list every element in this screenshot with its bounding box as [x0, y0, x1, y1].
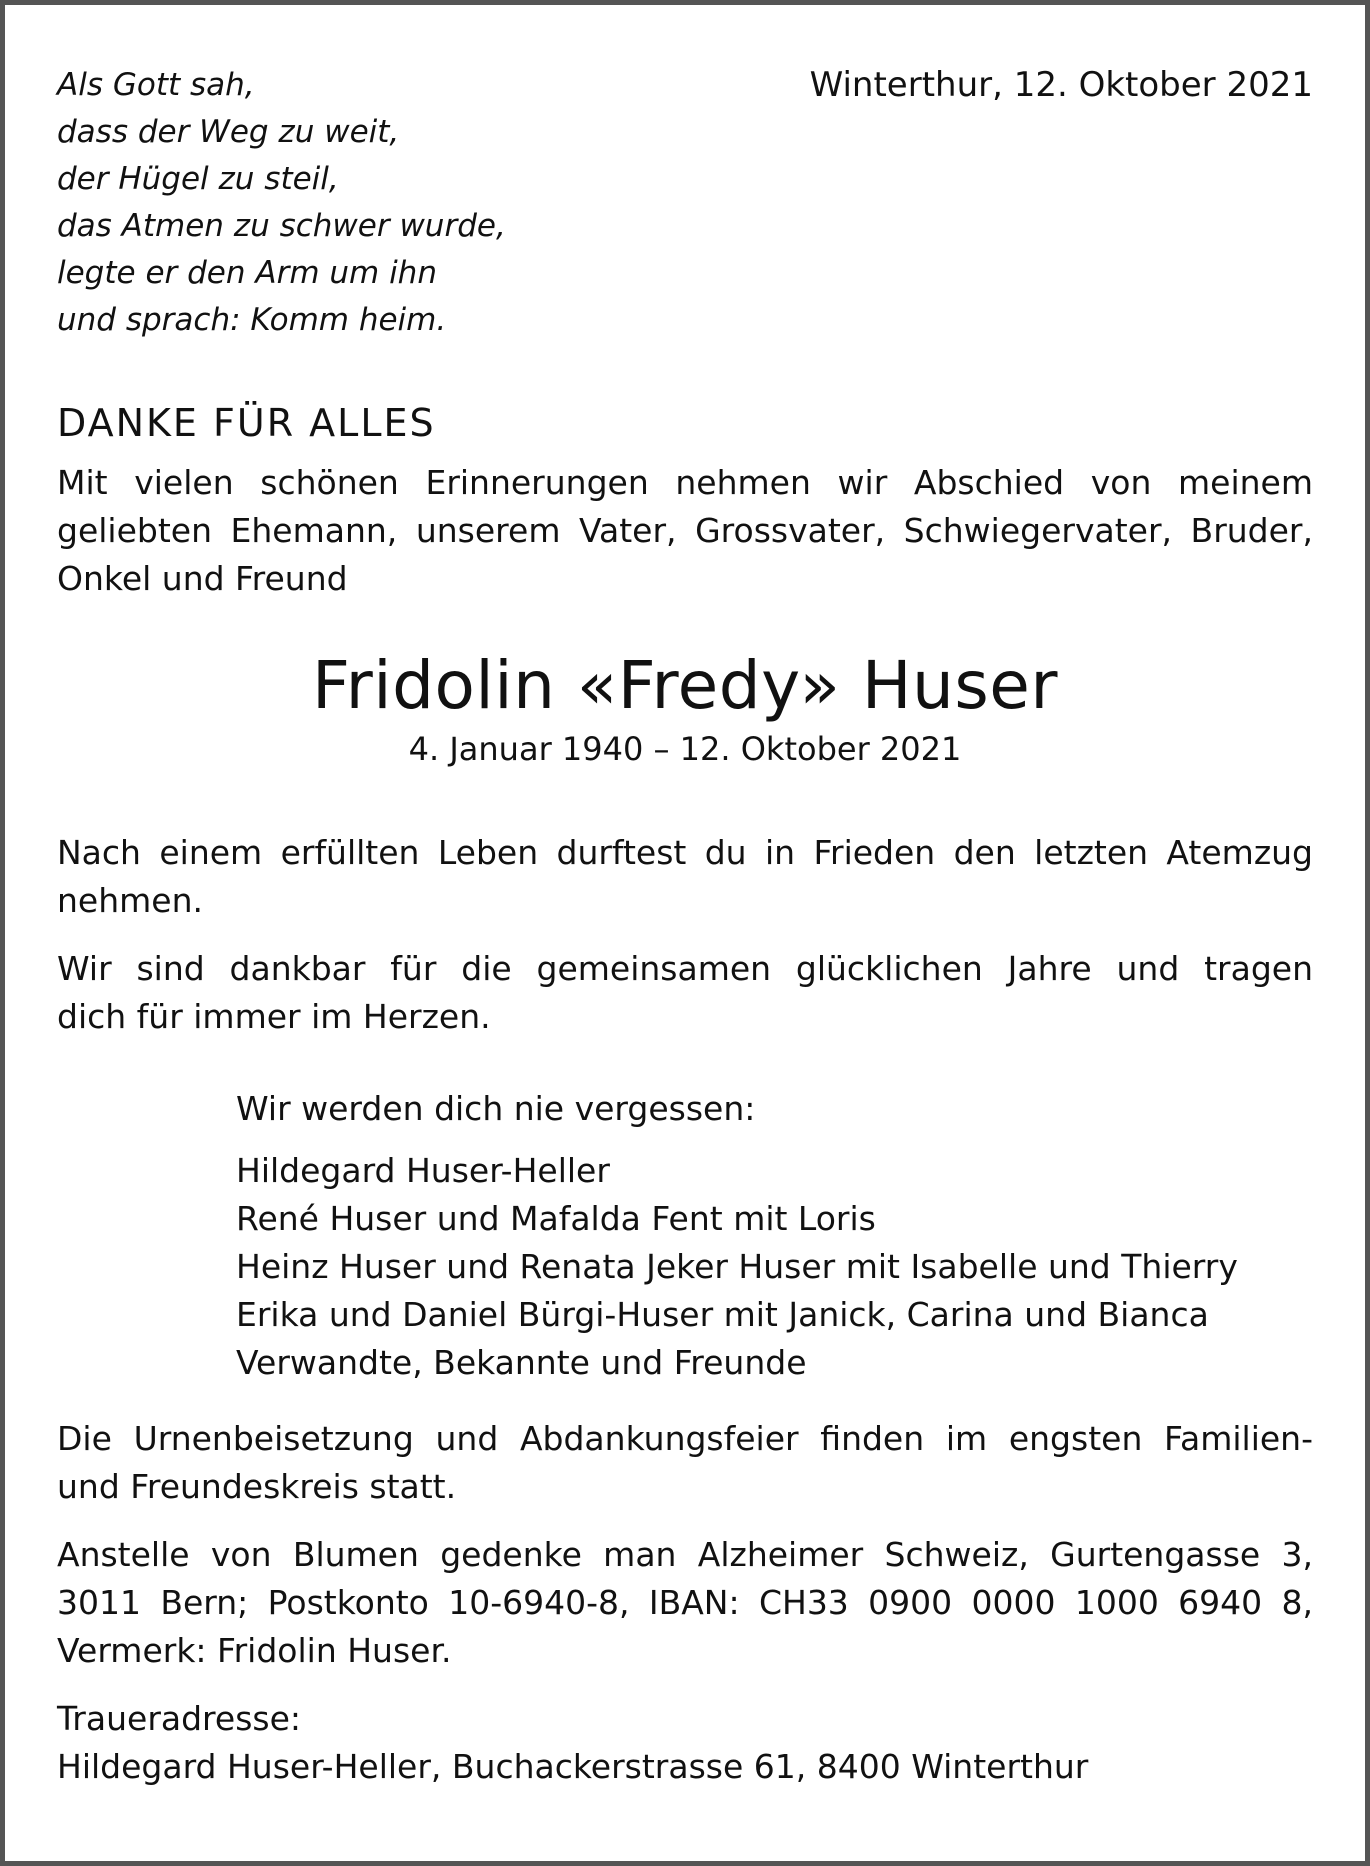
address-block	[57, 1695, 1313, 1791]
intro-paragraph	[57, 459, 1313, 603]
verse-line: dass der Weg zu weit,	[57, 114, 400, 150]
paragraph-line: Vermerk: Fridolin Huser.	[57, 1631, 452, 1670]
family-member: Hildegard Huser-Heller	[236, 1151, 610, 1190]
remember-line: Wir werden dich nie vergessen:	[236, 1089, 756, 1128]
life-paragraph	[57, 829, 1313, 925]
life-dates: 4. Januar 1940 – 12. Oktober 2021	[408, 730, 962, 768]
intro-line: geliebten Ehemann, unserem Vater, Grossvater, Schwiegervater, Bruder,	[57, 511, 1313, 550]
paragraph-line: dich für immer im Herzen.	[57, 997, 491, 1036]
ceremony-paragraph	[57, 1415, 1313, 1511]
gratitude-paragraph	[57, 945, 1313, 1041]
verse-line: das Atmen zu schwer wurde,	[57, 208, 506, 244]
intro-line: Mit vielen schönen Erinnerungen nehmen wir Abschied von meinem	[57, 463, 1313, 502]
paragraph-line: 3011 Bern; Postkonto 10-6940-8, IBAN: CH33 0900 0000 1000 6940 8,	[57, 1583, 1313, 1622]
verse-line: Als Gott sah,	[57, 67, 255, 103]
paragraph-line: Nach einem erfüllten Leben durftest du in Frieden den letzten Atemzug	[57, 833, 1313, 872]
address-label: Traueradresse:	[57, 1699, 302, 1738]
donation-paragraph	[57, 1531, 1313, 1675]
family-member: René Huser und Mafalda Fent mit Loris	[236, 1199, 876, 1238]
family-member: Erika und Daniel Bürgi-Huser mit Janick, Carina und Bianca	[236, 1295, 1209, 1334]
family-list	[236, 1147, 1313, 1387]
deceased-name: Fridolin «Fredy» Huser	[312, 647, 1058, 724]
mourning-address: Hildegard Huser-Heller, Buchackerstrasse 61, 8400 Winterthur	[57, 1747, 1089, 1786]
obituary-notice	[57, 62, 1313, 1791]
paragraph-line: Wir sind dankbar für die gemeinsamen glücklichen Jahre und tragen	[57, 949, 1313, 988]
family-member: Verwandte, Bekannte und Freunde	[236, 1343, 807, 1382]
family-member: Heinz Huser und Renata Jeker Huser mit Isabelle und Thierry	[236, 1247, 1238, 1286]
headline: DANKE FÜR ALLES	[57, 401, 436, 445]
intro-line: Onkel und Freund	[57, 559, 348, 598]
paragraph-line: Anstelle von Blumen gedenke man Alzheimer Schweiz, Gurtengasse 3,	[57, 1535, 1313, 1574]
paragraph-line: und Freundeskreis statt.	[57, 1467, 457, 1506]
place-date: Winterthur, 12. Oktober 2021	[809, 65, 1313, 105]
paragraph-line: nehmen.	[57, 881, 203, 920]
notice-header	[57, 62, 1313, 337]
verse-line: legte er den Arm um ihn	[57, 255, 437, 291]
verse-line: und sprach: Komm heim.	[57, 302, 447, 338]
verse-line: der Hügel zu steil,	[57, 161, 339, 197]
paragraph-line: Die Urnenbeisetzung und Abdankungsfeier finden im engsten Familien-	[57, 1419, 1313, 1458]
